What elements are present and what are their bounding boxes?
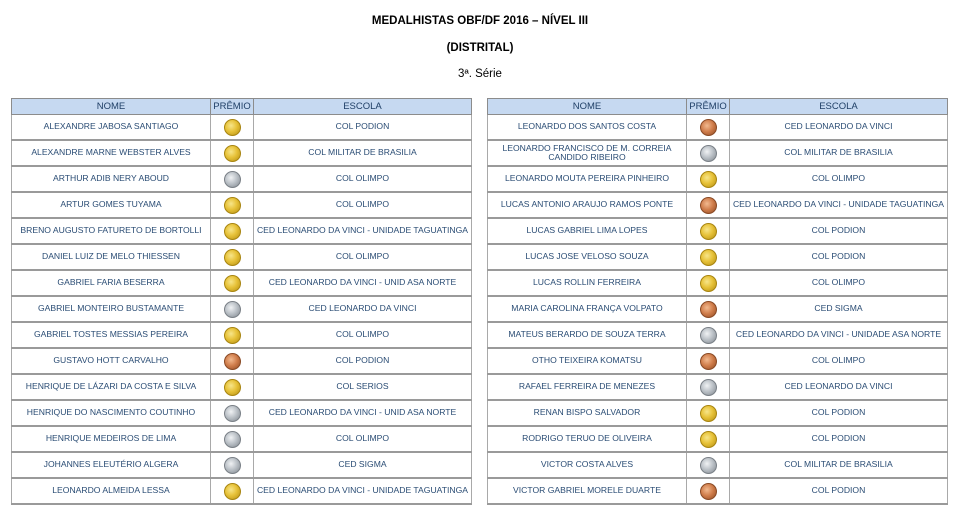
student-name-cell: HENRIQUE DO NASCIMENTO COUTINHO xyxy=(12,400,211,426)
silver-medal-icon xyxy=(700,145,717,162)
column-header-prize: PRÊMIO xyxy=(211,99,254,115)
table-row xyxy=(12,400,472,426)
student-name-cell: BRENO AUGUSTO FATURETO DE BORTOLLI xyxy=(12,218,211,244)
school-cell: COL OLIMPO xyxy=(730,270,948,296)
table-row xyxy=(488,166,948,192)
table-body-left xyxy=(12,115,472,505)
gold-medal-icon xyxy=(700,275,717,292)
table-row xyxy=(488,140,948,166)
student-name-cell: OTHO TEIXEIRA KOMATSU xyxy=(488,348,687,374)
silver-medal-icon xyxy=(700,379,717,396)
medalists-table-left xyxy=(11,98,472,505)
student-name-cell: LUCAS GABRIEL LIMA LOPES xyxy=(488,218,687,244)
prize-cell xyxy=(687,140,730,166)
gold-medal-icon xyxy=(224,327,241,344)
table-row xyxy=(488,452,948,478)
student-name-cell: LUCAS ANTONIO ARAUJO RAMOS PONTE xyxy=(488,192,687,218)
school-cell: COL PODION xyxy=(730,400,948,426)
school-cell: COL OLIMPO xyxy=(254,322,472,348)
prize-cell xyxy=(211,322,254,348)
gold-medal-icon xyxy=(700,431,717,448)
student-name-cell: DANIEL LUIZ DE MELO THIESSEN xyxy=(12,244,211,270)
school-cell: CED LEONARDO DA VINCI xyxy=(730,374,948,400)
school-cell: CED SIGMA xyxy=(730,296,948,322)
student-name-cell: LUCAS JOSE VELOSO SOUZA xyxy=(488,244,687,270)
prize-cell xyxy=(687,322,730,348)
table-row xyxy=(12,140,472,166)
school-cell: COL OLIMPO xyxy=(730,348,948,374)
grade-label: 3ª. Série xyxy=(458,68,502,80)
table-row xyxy=(12,374,472,400)
table-row xyxy=(488,374,948,400)
table-row xyxy=(488,296,948,322)
student-name-cell: GUSTAVO HOTT CARVALHO xyxy=(12,348,211,374)
student-name-cell: VICTOR GABRIEL MORELE DUARTE xyxy=(488,478,687,504)
table-row xyxy=(12,322,472,348)
gold-medal-icon xyxy=(700,249,717,266)
student-name-cell: RAFAEL FERREIRA DE MENEZES xyxy=(488,374,687,400)
page-subtitle: (DISTRITAL) xyxy=(446,42,514,54)
school-cell: COL OLIMPO xyxy=(254,192,472,218)
school-cell: CED LEONARDO DA VINCI - UNIDADE TAGUATINGA xyxy=(254,218,472,244)
student-name-cell: MATEUS BERARDO DE SOUZA TERRA xyxy=(488,322,687,348)
table-row xyxy=(12,270,472,296)
table-row xyxy=(12,426,472,452)
prize-cell xyxy=(687,348,730,374)
bronze-medal-icon xyxy=(700,483,717,500)
school-cell: COL PODION xyxy=(730,478,948,504)
prize-cell xyxy=(687,296,730,322)
table-row xyxy=(488,115,948,141)
school-cell: CED SIGMA xyxy=(254,452,472,478)
table-row xyxy=(488,244,948,270)
prize-cell xyxy=(687,166,730,192)
school-cell: COL PODION xyxy=(730,218,948,244)
silver-medal-icon xyxy=(224,171,241,188)
bronze-medal-icon xyxy=(700,301,717,318)
prize-cell xyxy=(687,426,730,452)
student-name-cell: LEONARDO DOS SANTOS COSTA xyxy=(488,115,687,141)
school-cell: COL MILITAR DE BRASILIA xyxy=(730,140,948,166)
student-name-cell: MARIA CAROLINA FRANÇA VOLPATO xyxy=(488,296,687,322)
gold-medal-icon xyxy=(224,275,241,292)
gold-medal-icon xyxy=(700,223,717,240)
bronze-medal-icon xyxy=(700,119,717,136)
school-cell: CED LEONARDO DA VINCI xyxy=(730,115,948,141)
gold-medal-icon xyxy=(224,197,241,214)
table-row xyxy=(488,400,948,426)
prize-cell xyxy=(687,244,730,270)
school-cell: COL MILITAR DE BRASILIA xyxy=(730,452,948,478)
prize-cell xyxy=(687,478,730,504)
prize-cell xyxy=(211,166,254,192)
prize-cell xyxy=(687,270,730,296)
student-name-cell: JOHANNES ELEUTÉRIO ALGERA xyxy=(12,452,211,478)
prize-cell xyxy=(211,115,254,141)
school-cell: COL MILITAR DE BRASILIA xyxy=(254,140,472,166)
student-name-cell: ARTUR GOMES TUYAMA xyxy=(12,192,211,218)
student-name-cell: GABRIEL MONTEIRO BUSTAMANTE xyxy=(12,296,211,322)
bronze-medal-icon xyxy=(224,353,241,370)
table-row xyxy=(12,452,472,478)
school-cell: CED LEONARDO DA VINCI - UNIDADE TAGUATINGA xyxy=(254,478,472,504)
table-row xyxy=(12,192,472,218)
student-name-cell: ALEXANDRE JABOSA SANTIAGO xyxy=(12,115,211,141)
table-body-right xyxy=(488,115,948,505)
column-header-name: NOME xyxy=(488,99,687,115)
gold-medal-icon xyxy=(224,249,241,266)
prize-cell xyxy=(687,374,730,400)
student-name-cell: LEONARDO ALMEIDA LESSA xyxy=(12,478,211,504)
gold-medal-icon xyxy=(700,405,717,422)
school-cell: CED LEONARDO DA VINCI - UNID ASA NORTE xyxy=(254,400,472,426)
prize-cell xyxy=(211,374,254,400)
silver-medal-icon xyxy=(700,457,717,474)
student-name-cell: RENAN BISPO SALVADOR xyxy=(488,400,687,426)
gold-medal-icon xyxy=(224,483,241,500)
school-cell: CED LEONARDO DA VINCI - UNIDADE ASA NORTE xyxy=(730,322,948,348)
school-cell: COL OLIMPO xyxy=(254,244,472,270)
school-cell: COL OLIMPO xyxy=(254,426,472,452)
student-name-cell: ALEXANDRE MARNE WEBSTER ALVES xyxy=(12,140,211,166)
student-name-cell: HENRIQUE DE LÁZARI DA COSTA E SILVA xyxy=(12,374,211,400)
table-row xyxy=(488,426,948,452)
school-cell: CED LEONARDO DA VINCI - UNIDADE TAGUATINGA xyxy=(730,192,948,218)
table-row xyxy=(12,218,472,244)
gold-medal-icon xyxy=(224,145,241,162)
prize-cell xyxy=(211,478,254,504)
page-title: MEDALHISTAS OBF/DF 2016 – NÍVEL III xyxy=(371,15,589,27)
student-name-cell: LEONARDO FRANCISCO DE M. CORREIA CANDIDO RIBEIRO xyxy=(488,140,687,166)
table-row xyxy=(488,192,948,218)
column-header-name: NOME xyxy=(12,99,211,115)
school-cell: COL PODION xyxy=(254,348,472,374)
table-row xyxy=(488,348,948,374)
school-cell: COL OLIMPO xyxy=(730,166,948,192)
table-row xyxy=(488,270,948,296)
table-row xyxy=(12,348,472,374)
table-row xyxy=(488,322,948,348)
prize-cell xyxy=(687,115,730,141)
prize-cell xyxy=(211,348,254,374)
prize-cell xyxy=(211,452,254,478)
table-row xyxy=(488,218,948,244)
student-name-cell: HENRIQUE MEDEIROS DE LIMA xyxy=(12,426,211,452)
gold-medal-icon xyxy=(224,119,241,136)
prize-cell xyxy=(687,400,730,426)
prize-cell xyxy=(687,192,730,218)
column-header-school: ESCOLA xyxy=(730,99,948,115)
school-cell: COL SERIOS xyxy=(254,374,472,400)
gold-medal-icon xyxy=(224,223,241,240)
school-cell: COL PODION xyxy=(730,426,948,452)
silver-medal-icon xyxy=(700,327,717,344)
school-cell: CED LEONARDO DA VINCI xyxy=(254,296,472,322)
prize-cell xyxy=(211,400,254,426)
student-name-cell: LUCAS ROLLIN FERREIRA xyxy=(488,270,687,296)
prize-cell xyxy=(211,426,254,452)
column-header-prize: PRÊMIO xyxy=(687,99,730,115)
student-name-cell: LEONARDO MOUTA PEREIRA PINHEIRO xyxy=(488,166,687,192)
student-name-cell: ARTHUR ADIB NERY ABOUD xyxy=(12,166,211,192)
table-row xyxy=(488,478,948,504)
student-name-cell: RODRIGO TERUO DE OLIVEIRA xyxy=(488,426,687,452)
school-cell: COL PODION xyxy=(730,244,948,270)
student-name-cell: GABRIEL TOSTES MESSIAS PEREIRA xyxy=(12,322,211,348)
gold-medal-icon xyxy=(224,379,241,396)
table-row xyxy=(12,115,472,141)
prize-cell xyxy=(687,218,730,244)
table-row xyxy=(12,244,472,270)
medalists-table-right xyxy=(487,98,948,505)
prize-cell xyxy=(211,270,254,296)
prize-cell xyxy=(211,192,254,218)
prize-cell xyxy=(211,140,254,166)
school-cell: COL OLIMPO xyxy=(254,166,472,192)
table-row xyxy=(12,296,472,322)
bronze-medal-icon xyxy=(700,353,717,370)
silver-medal-icon xyxy=(224,301,241,318)
prize-cell xyxy=(211,218,254,244)
prize-cell xyxy=(211,244,254,270)
gold-medal-icon xyxy=(700,171,717,188)
school-cell: COL PODION xyxy=(254,115,472,141)
table-row xyxy=(12,166,472,192)
school-cell: CED LEONARDO DA VINCI - UNID ASA NORTE xyxy=(254,270,472,296)
column-header-school: ESCOLA xyxy=(254,99,472,115)
silver-medal-icon xyxy=(224,405,241,422)
prize-cell xyxy=(211,296,254,322)
silver-medal-icon xyxy=(224,457,241,474)
prize-cell xyxy=(687,452,730,478)
student-name-cell: GABRIEL FARIA BESERRA xyxy=(12,270,211,296)
table-row xyxy=(12,478,472,504)
silver-medal-icon xyxy=(224,431,241,448)
student-name-cell: VICTOR COSTA ALVES xyxy=(488,452,687,478)
bronze-medal-icon xyxy=(700,197,717,214)
